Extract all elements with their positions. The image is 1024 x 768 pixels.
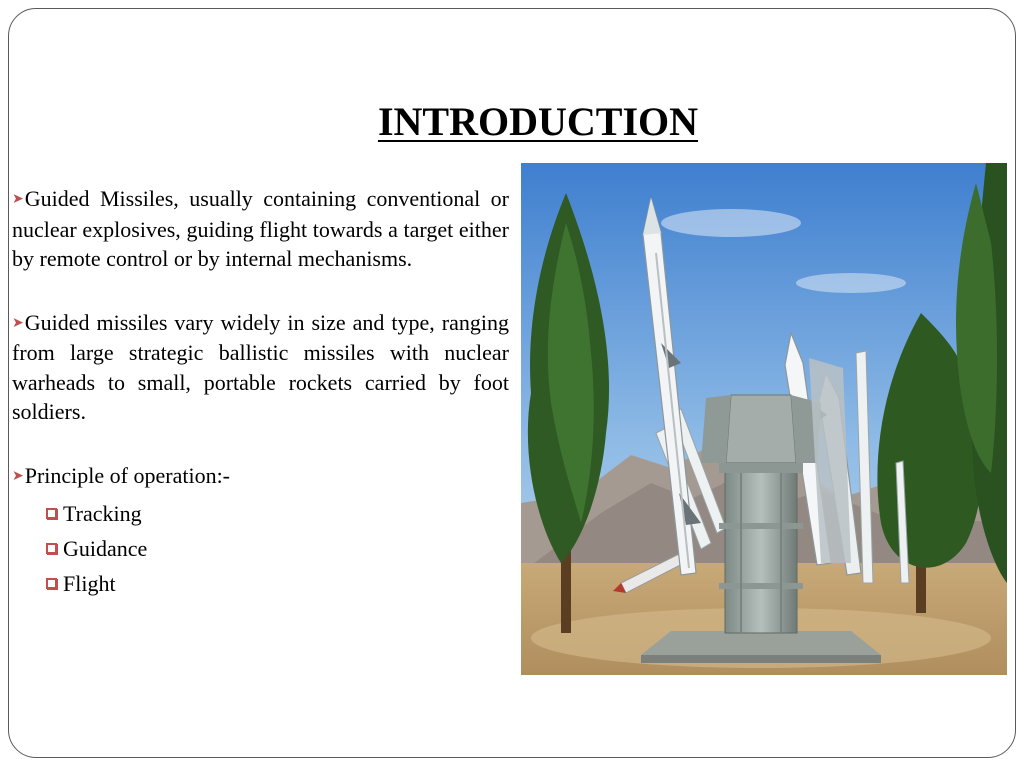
arrowhead-bullet-icon: ➤ <box>12 192 24 207</box>
sub-bullet-item <box>46 566 509 601</box>
sub-bullet-item <box>46 531 509 566</box>
slide-body <box>12 184 509 601</box>
bullet-text: Guided missiles vary widely in size and type, ranging from large strategic ballistic missiles with nuclear warheads to small, portable rockets carried by foot soldiers. <box>12 309 509 424</box>
bullet-paragraph <box>12 461 509 492</box>
checkbox-bullet-icon <box>46 578 57 589</box>
sub-bullet-text: Guidance <box>63 536 148 561</box>
missile-display-photo <box>521 163 1007 675</box>
checkbox-bullet-icon <box>46 508 57 519</box>
bullet-text: Principle of operation:- <box>24 462 231 488</box>
arrowhead-bullet-icon: ➤ <box>12 468 24 484</box>
arrowhead-bullet-icon: ➤ <box>12 315 24 331</box>
sub-bullet-list <box>12 496 509 601</box>
bullet-text: Guided Missiles, usually containing conventional or nuclear explosives, guiding flight towards a target either by remote control or by internal mechanisms. <box>12 186 509 271</box>
bullet-paragraph <box>12 184 509 274</box>
slide-title: INTRODUCTION <box>377 99 699 144</box>
checkbox-bullet-icon <box>46 543 57 554</box>
bullet-paragraph <box>12 308 509 427</box>
sub-bullet-text: Tracking <box>63 501 142 526</box>
sub-bullet-text: Flight <box>63 571 116 596</box>
sub-bullet-item <box>46 496 509 531</box>
